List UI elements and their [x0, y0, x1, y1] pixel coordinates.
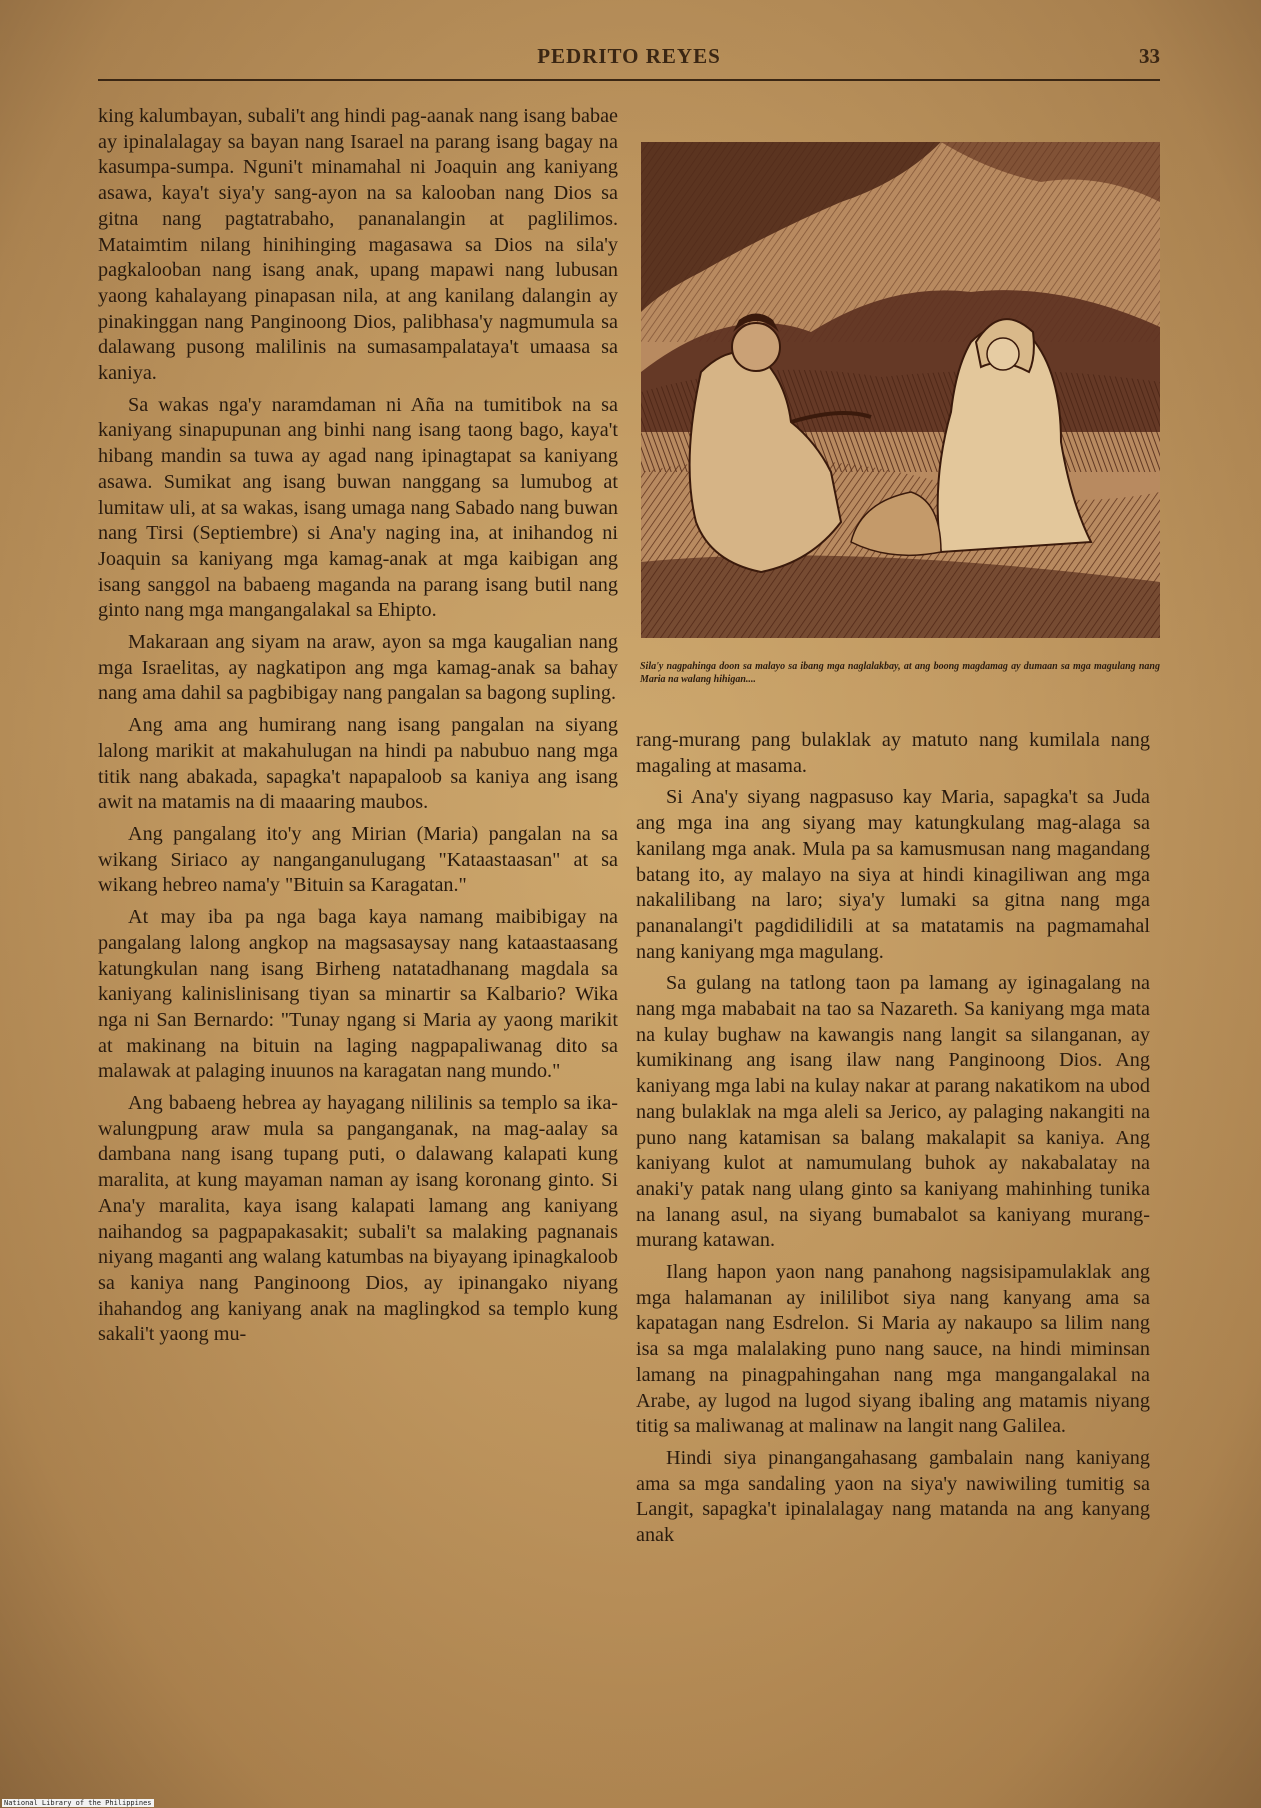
paragraph: Sa wakas nga'y naramdaman ni Aña na tumitibok na sa kaniyang sinapupunan ang binhi nang isang taong bago, kaya't hibang mandin sa tuwa ay agad nang ipinagtapat sa kaniyang asawa. Sumikat ang isang buwan nanggang sa lumubog at lumitaw uli, at sa wakas, isang umaga nang Sabado nang buwan nang Tirsi (Septiembre) si Ana'y naging ina, at inihandog ni Joaquin sa kaniyang mga kamag-anak at mga kaibigan ang isang sanggol na babaeng maganda na parang isang butil nang ginto nang mga mangangalakal sa Ehipto.	[98, 393, 618, 622]
paragraph: Ang ama ang humirang nang isang pangalan na siyang lalong marikit at makahulugan na hindi pa nabubuo nang mga titik nang abakada, sapagka't napapaloob sa kaniya ang isang awit na matamis na di maaaring maubos.	[98, 714, 618, 814]
paragraph: Makaraan ang siyam na araw, ayon sa mga kaugalian nang mga Israelitas, ay nagkatipon ang mga kamag-anak sa bahay nang ama dahil sa pagbibigay nang pangalan sa bagong supling.	[98, 631, 618, 705]
paragraph: Ang babaeng hebrea ay hayagang nililinis sa templo sa ika-walungpung araw mula sa panganganak, na mag-aalay sa dambana nang isang tupang puti, o dalawang kalapati kung maralita, at kung mayaman naman ay isang koronang ginto. Si Ana'y maralita, kaya isang kalapati lamang ang kaniyang naihandog sa pagpapakasakit; subali't sa malaking pagnanais niyang maganti ang walang katumbas na biyayang ipinagkaloob sa kaniya nang Panginoong Dios, ay ipinangako niyang ihahandog ang kaniyang anak na maglingkod sa templo kung sakali't yaong mu-	[98, 1092, 618, 1346]
paragraph: Sa gulang na tatlong taon pa lamang ay iginagalang na nang mga mababait na tao sa Nazareth. Sa kaniyang mga mata na kulay bughaw na kawangis nang langit sa silanganan, ay kumikinang ang isang ilaw nang Panginoong Dios. Ang kaniyang mga labi na kulay nakar at parang nakatikom na ubod nang bulaklak na mga aleli sa Jerico, ay palaging nakangiti na puno nang katamisan sa balang makalapit sa kaniya. Ang kaniyang kulot at namumulang buhok ay nakabalatay na anaki'y patak nang ulang ginto sa kaniyang mahinhing tunika na lanang asul, na siyang bumabalot sa kaniyang murang-murang katawan.	[636, 972, 1150, 1252]
paragraph: Hindi siya pinangangahasang gambalain nang kaniyang ama sa mga sandaling yaon na siya'y nawiwiling tumitig sa Langit, sapagka't ipinalalagay nang matanda na ang kanyang anak	[636, 1446, 1150, 1547]
illustration-caption: Sila'y nagpahinga doon sa malayo sa ibang mga naglalakbay, at ang boong magdamag ay dumaan sa mga magulang nang Maria na walang hihigan....	[640, 661, 1160, 685]
illustration-drawing	[641, 142, 1160, 638]
paragraph: rang-murang pang bulaklak ay matuto nang kumilala nang magaling at masama.	[636, 729, 1150, 777]
paragraph: At may iba pa nga baga kaya namang maibibigay na pangalang lalong angkop na magsasaysay nang kataastaasang katungkulan nang isang Birheng natatadhanang magdala sa kaniyang kalinislinisang tiyan sa minartir sa Kalbario? Wika nga ni San Bernardo: "Tunay ngang si Maria ay yaong marikit at makinang na bituin na laging nagpapaliwanag dito sa malawak at palaging inuunos na karagatan nang mundo."	[98, 906, 618, 1083]
paragraph: Ang pangalang ito'y ang Mirian (Maria) pangalan na sa wikang Siriaco ay nanganganulugang "Kataastaasan" at sa wikang hebreo nama'y "Bituin sa Karagatan."	[98, 822, 618, 897]
paragraph: king kalumbayan, subali't ang hindi pag-aanak nang isang babae ay ipinalalagay sa bayan nang Isarael na parang isang bagay na kasumpa-sumpa. Nguni't minamahal ni Joaquin ang kaniyang asawa, kaya't siya'y sang-ayon na sa kalooban nang Dios sa gitna nang pagtatrabaho, pananalangin at paglilimos. Mataimtim nilang hinihinging magasawa sa Dios na sila'y pagkalooban nang isang anak, upang mapawi nang lubusan yaong kahalayang pinapasan nila, at ang kanilang dalangin ay pinakinggan nang Panginoong Dios, palibhasa'y nagmumula sa dalawang pusong malilinis na sumasampalataya't umaasa sa kaniya.	[98, 105, 618, 385]
paragraph: Ilang hapon yaon nang panahong nagsisipamulaklak ang mga halamanan ay inililibot siya nang kanyang ama sa kapatagan nang Esdrelon. Si Maria ay nakaupo sa lilim nang isa sa mga malalaking puno nang sauce, na hindi miminsan lamang na pinagpahingahan nang mga mangangalakal na Arabe, ay lugod na lugod siyang ibaling ang matamis niyang titig sa maliwanag at malinaw na langit nang Galilea.	[636, 1261, 1150, 1438]
illustration	[641, 142, 1160, 638]
page-header	[98, 44, 1160, 80]
left-column	[98, 104, 618, 1348]
right-column	[636, 728, 1150, 1549]
header-rule	[98, 79, 1160, 81]
page-number: 33	[1139, 44, 1160, 68]
running-title: PEDRITO REYES	[537, 44, 721, 68]
library-footer: National Library of the Philippines	[4, 1799, 152, 1807]
paragraph: Si Ana'y siyang nagpasuso kay Maria, sapagka't sa Juda ang mga ina ang siyang may katungkulang mag-alaga sa kanilang mga anak. Mula pa sa kamusmusan nang magandang batang ito, ay malayo na siya at hindi kinagiliwan ang mga nakalilibang na laro; siya'y lumaki sa gitna nang mga pananalangi't pagdidilidili at sa matatamis na pagmamahal nang kaniyang mga magulang.	[636, 786, 1150, 963]
